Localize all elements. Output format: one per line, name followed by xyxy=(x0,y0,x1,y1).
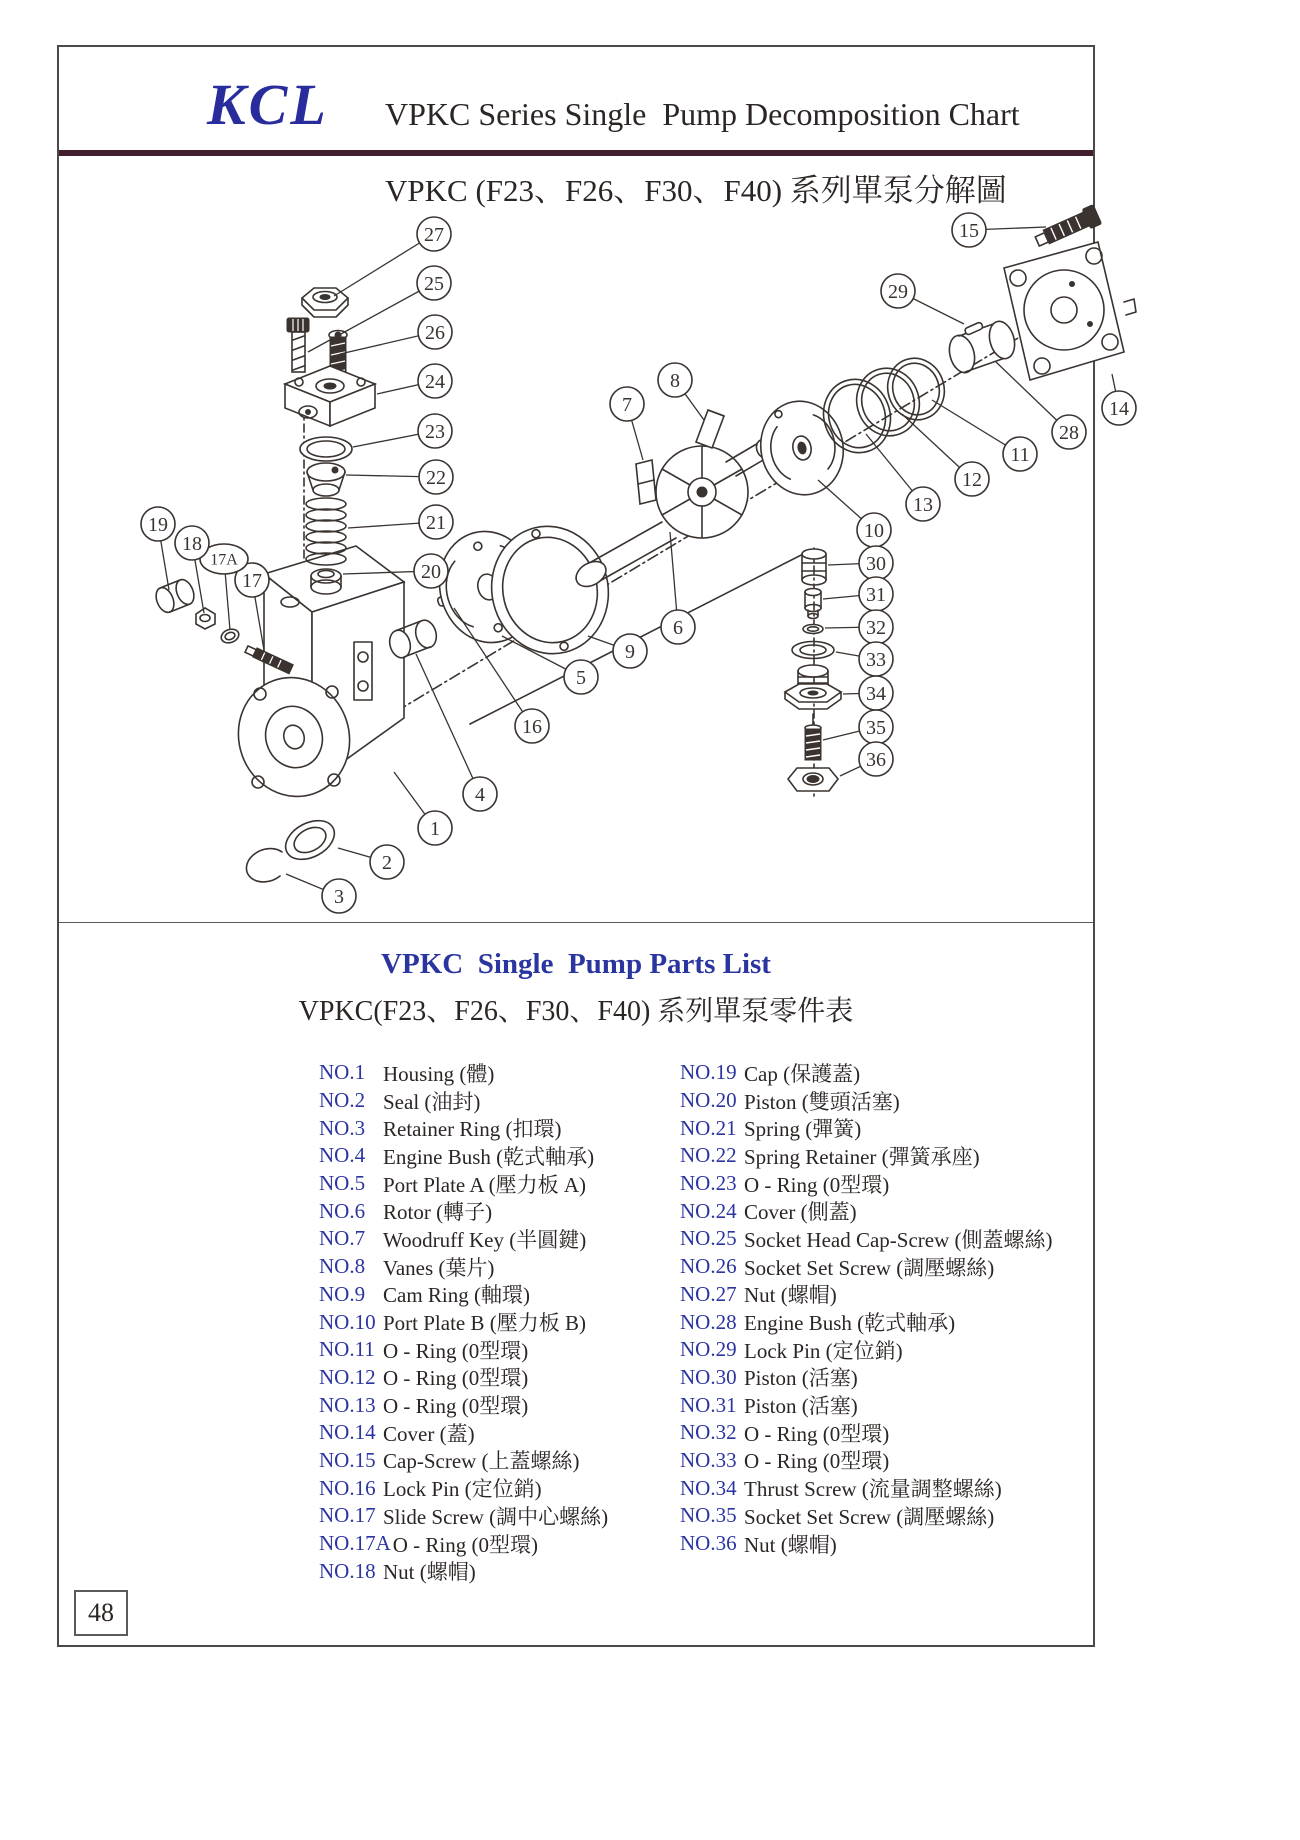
part-name: O - Ring (0型環) xyxy=(392,1532,538,1557)
parts-list-item xyxy=(319,1170,608,1198)
svg-text:23: 23 xyxy=(425,421,445,443)
parts-list-item xyxy=(680,1336,1053,1364)
callout-21 xyxy=(419,505,453,539)
svg-text:2: 2 xyxy=(382,852,392,874)
part-name: Vanes (葉片) xyxy=(383,1255,495,1280)
part-name: Spring Retainer (彈簧承座) xyxy=(744,1144,980,1169)
callout-10 xyxy=(857,513,891,547)
parts-list-title-english: VPKC Single Pump Parts List xyxy=(381,948,771,980)
parts-list-item xyxy=(319,1474,608,1502)
part-name: Piston (活塞) xyxy=(744,1366,858,1391)
callout-5 xyxy=(564,660,598,694)
callout-2 xyxy=(370,845,404,879)
callout-1 xyxy=(418,811,452,845)
part-number: NO.17 xyxy=(319,1503,376,1528)
svg-text:12: 12 xyxy=(962,469,982,491)
part-name: Port Plate B (壓力板 B) xyxy=(383,1311,586,1336)
callout-24 xyxy=(418,364,452,398)
parts-list-item xyxy=(680,1391,1053,1419)
part-name: Cam Ring (軸環) xyxy=(383,1283,530,1308)
part-name: Thrust Screw (流量調整螺絲) xyxy=(744,1477,1002,1502)
part-number: NO.18 xyxy=(319,1558,376,1583)
content-box xyxy=(57,45,1129,1647)
svg-text:3: 3 xyxy=(334,886,344,908)
svg-text:17A: 17A xyxy=(210,551,238,569)
part-name: O - Ring (0型環) xyxy=(744,1449,890,1474)
callout-23 xyxy=(418,414,452,448)
callout-28 xyxy=(1052,415,1086,449)
part-name: Retainer Ring (扣環) xyxy=(383,1117,562,1142)
svg-text:28: 28 xyxy=(1059,422,1079,444)
parts-list-item xyxy=(319,1142,608,1170)
part-name: Rotor (轉子) xyxy=(383,1200,493,1225)
part-number: NO.4 xyxy=(319,1143,366,1168)
callout-8 xyxy=(658,363,692,397)
parts-list-column-right xyxy=(680,1059,1053,1557)
header-title-english: VPKC Series Single Pump Decomposition Chart xyxy=(385,96,1020,133)
part-number: NO.32 xyxy=(680,1420,737,1445)
part-name: Slide Screw (調中心螺絲) xyxy=(383,1504,609,1529)
header-title-chinese: VPKC (F23、F26、F30、F40) 系列單泵分解圖 xyxy=(385,173,1007,209)
svg-text:22: 22 xyxy=(426,467,446,489)
parts-list-item xyxy=(319,1281,608,1309)
part-number: NO.31 xyxy=(680,1392,737,1417)
part-name: Nut (螺帽) xyxy=(744,1532,837,1557)
callout-16 xyxy=(515,709,549,743)
part-name: Nut (螺帽) xyxy=(744,1283,837,1308)
part-name: Piston (活塞) xyxy=(744,1394,858,1419)
callout-4 xyxy=(463,777,497,811)
part-number: NO.10 xyxy=(319,1309,376,1334)
svg-text:6: 6 xyxy=(673,617,683,639)
parts-list-item xyxy=(319,1447,608,1475)
svg-text:7: 7 xyxy=(622,394,632,416)
parts-list-item xyxy=(319,1336,608,1364)
callout-20 xyxy=(414,554,448,588)
callout-36 xyxy=(859,742,893,776)
part-name: Lock Pin (定位銷) xyxy=(744,1338,903,1363)
part-piston-31 xyxy=(805,589,821,619)
part-woodruff-key xyxy=(636,460,656,504)
part-number: NO.1 xyxy=(319,1060,366,1085)
svg-text:16: 16 xyxy=(522,716,542,738)
part-name: Engine Bush (乾式軸承) xyxy=(383,1144,595,1169)
part-name: Spring (彈簧) xyxy=(744,1117,862,1142)
parts-list-item xyxy=(319,1253,608,1281)
callout-31 xyxy=(859,577,893,611)
svg-text:21: 21 xyxy=(426,512,446,534)
part-number: NO.34 xyxy=(680,1475,737,1500)
parts-list-item xyxy=(319,1308,608,1336)
part-name: O - Ring (0型環) xyxy=(383,1394,529,1419)
parts-list-item xyxy=(680,1142,1053,1170)
part-seal xyxy=(279,813,341,867)
parts-list-item xyxy=(319,1087,608,1115)
part-number: NO.30 xyxy=(680,1364,737,1389)
part-name: Piston (雙頭活塞) xyxy=(744,1089,900,1114)
part-thrust-screw xyxy=(785,665,841,709)
part-number: NO.5 xyxy=(319,1171,366,1196)
callout-9 xyxy=(613,634,647,668)
part-number: NO.24 xyxy=(680,1198,737,1223)
parts-list-item xyxy=(319,1530,608,1558)
exploded-diagram xyxy=(59,157,1129,922)
part-o-ring-33 xyxy=(792,642,834,659)
part-o-ring-23 xyxy=(300,437,352,461)
part-number: NO.26 xyxy=(680,1254,737,1279)
parts-list-item xyxy=(680,1308,1053,1336)
callout-19 xyxy=(141,507,175,541)
callout-33 xyxy=(859,642,893,676)
svg-text:13: 13 xyxy=(913,494,933,516)
svg-text:8: 8 xyxy=(670,370,680,392)
part-number: NO.36 xyxy=(680,1531,737,1556)
parts-list-item xyxy=(680,1170,1053,1198)
part-name: O - Ring (0型環) xyxy=(383,1338,529,1363)
part-number: NO.13 xyxy=(319,1392,376,1417)
part-socket-set-screw-35 xyxy=(805,714,821,760)
parts-list-item xyxy=(319,1391,608,1419)
parts-list-item xyxy=(319,1059,608,1087)
part-number: NO.3 xyxy=(319,1115,366,1140)
part-number: NO.27 xyxy=(680,1281,737,1306)
parts-list-item xyxy=(680,1087,1053,1115)
part-number: NO.16 xyxy=(319,1475,376,1500)
part-number: NO.14 xyxy=(319,1420,376,1445)
part-number: NO.25 xyxy=(680,1226,737,1251)
svg-text:17: 17 xyxy=(242,570,262,592)
parts-list-item xyxy=(680,1474,1053,1502)
part-name: Seal (油封) xyxy=(383,1089,481,1114)
part-name: O - Ring (0型環) xyxy=(383,1366,529,1391)
parts-list-item xyxy=(680,1059,1053,1087)
part-nut-36 xyxy=(788,768,838,791)
part-number: NO.9 xyxy=(319,1281,366,1306)
callout-13 xyxy=(906,487,940,521)
svg-text:24: 24 xyxy=(425,371,445,393)
part-name: Cap-Screw (上蓋螺絲) xyxy=(383,1449,580,1474)
callout-27 xyxy=(417,217,451,251)
page-number-box xyxy=(74,1590,128,1636)
part-name: Socket Head Cap-Screw (側蓋螺絲) xyxy=(744,1227,1053,1252)
svg-text:14: 14 xyxy=(1109,398,1129,420)
svg-text:26: 26 xyxy=(425,322,445,344)
part-number: NO.6 xyxy=(319,1198,366,1223)
part-number: NO.8 xyxy=(319,1254,366,1279)
kcl-logo: KCL xyxy=(207,72,329,137)
page-number: 48 xyxy=(88,1598,114,1627)
parts-list-column-left xyxy=(319,1059,608,1585)
svg-text:9: 9 xyxy=(625,641,635,663)
svg-text:36: 36 xyxy=(866,749,886,771)
part-number: NO.7 xyxy=(319,1226,366,1251)
part-number: NO.21 xyxy=(680,1115,737,1140)
part-cap-19 xyxy=(153,577,198,615)
parts-list-item xyxy=(680,1197,1053,1225)
part-number: NO.19 xyxy=(680,1060,737,1085)
part-number: NO.22 xyxy=(680,1143,737,1168)
svg-text:4: 4 xyxy=(475,784,485,806)
part-number: NO.12 xyxy=(319,1364,376,1389)
callout-22 xyxy=(419,460,453,494)
part-nut-18 xyxy=(196,608,215,629)
parts-list-item xyxy=(680,1225,1053,1253)
parts-list-item xyxy=(319,1225,608,1253)
callout-11 xyxy=(1003,437,1037,471)
part-number: NO.15 xyxy=(319,1447,376,1472)
part-name: Port Plate A (壓力板 A) xyxy=(383,1172,586,1197)
part-name: Socket Set Screw (調壓螺絲) xyxy=(744,1255,995,1280)
parts-list-item xyxy=(319,1114,608,1142)
callout-7 xyxy=(610,387,644,421)
part-cover-14 xyxy=(1004,242,1136,380)
part-name: Cover (側蓋) xyxy=(744,1200,857,1225)
part-name: O - Ring (0型環) xyxy=(744,1172,890,1197)
parts-list-item xyxy=(680,1419,1053,1447)
svg-text:18: 18 xyxy=(182,533,202,555)
section-divider xyxy=(59,922,1093,923)
part-number: NO.17A xyxy=(319,1531,391,1556)
svg-text:25: 25 xyxy=(424,273,444,295)
parts-list-item xyxy=(319,1502,608,1530)
svg-text:1: 1 xyxy=(430,818,440,840)
parts-list-item xyxy=(680,1530,1053,1558)
callout-35 xyxy=(859,710,893,744)
part-name: Housing (體) xyxy=(383,1061,495,1086)
parts-list-item xyxy=(319,1419,608,1447)
part-retainer-ring xyxy=(246,849,282,882)
callout-18 xyxy=(175,526,209,560)
svg-text:27: 27 xyxy=(424,224,444,246)
svg-text:5: 5 xyxy=(576,667,586,689)
part-number: NO.28 xyxy=(680,1309,737,1334)
part-cover-24 xyxy=(285,366,375,426)
parts-list-item xyxy=(680,1253,1053,1281)
callout-12 xyxy=(955,462,989,496)
part-name: Nut (螺帽) xyxy=(383,1560,476,1585)
parts-list-item xyxy=(680,1447,1053,1475)
parts-list-item xyxy=(680,1502,1053,1530)
callout-30 xyxy=(859,546,893,580)
svg-text:31: 31 xyxy=(866,584,886,606)
parts-list-title-chinese: VPKC(F23、F26、F30、F40) 系列單泵零件表 xyxy=(298,996,854,1027)
part-number: NO.20 xyxy=(680,1088,737,1113)
part-spring-retainer xyxy=(307,463,345,496)
parts-list-item xyxy=(680,1281,1053,1309)
callout-3 xyxy=(322,879,356,913)
part-number: NO.29 xyxy=(680,1337,737,1362)
part-name: Engine Bush (乾式軸承) xyxy=(744,1311,956,1336)
callout-29 xyxy=(881,274,915,308)
part-number: NO.23 xyxy=(680,1171,737,1196)
part-name: Lock Pin (定位銷) xyxy=(383,1477,542,1502)
part-rotor-shaft xyxy=(572,436,777,591)
parts-list-item xyxy=(319,1364,608,1392)
part-name: O - Ring (0型環) xyxy=(744,1421,890,1446)
callout-6 xyxy=(661,610,695,644)
callout-26 xyxy=(418,315,452,349)
part-name: Cover (蓋) xyxy=(383,1421,475,1446)
part-number: NO.2 xyxy=(319,1088,366,1113)
svg-text:33: 33 xyxy=(866,649,886,671)
callout-14 xyxy=(1102,391,1136,425)
callout-34 xyxy=(859,676,893,710)
parts-list-item xyxy=(680,1114,1053,1142)
part-number: NO.33 xyxy=(680,1447,737,1472)
part-port-plate-b xyxy=(752,394,852,503)
page-header xyxy=(59,47,1093,209)
parts-list-item xyxy=(319,1557,608,1585)
part-o-ring-32 xyxy=(803,625,823,634)
parts-list-item xyxy=(319,1197,608,1225)
svg-text:30: 30 xyxy=(866,553,886,575)
callout-25 xyxy=(417,266,451,300)
header-rule xyxy=(59,150,1093,156)
svg-text:15: 15 xyxy=(959,220,979,242)
svg-text:11: 11 xyxy=(1010,444,1030,466)
svg-text:20: 20 xyxy=(421,561,441,583)
svg-text:19: 19 xyxy=(148,514,168,536)
svg-text:35: 35 xyxy=(866,717,886,739)
svg-text:32: 32 xyxy=(866,617,886,639)
part-name: Woodruff Key (半圓鍵) xyxy=(383,1227,587,1252)
part-socket-head-cap-screw xyxy=(287,318,309,372)
part-name: Socket Set Screw (調壓螺絲) xyxy=(744,1504,995,1529)
svg-text:29: 29 xyxy=(888,281,908,303)
part-lock-pin-29 xyxy=(964,322,983,336)
parts-list-item xyxy=(680,1364,1053,1392)
part-number: NO.35 xyxy=(680,1503,737,1528)
svg-text:34: 34 xyxy=(866,683,886,705)
svg-text:10: 10 xyxy=(864,520,884,542)
part-o-ring-12 xyxy=(848,360,928,444)
part-number: NO.11 xyxy=(319,1337,375,1362)
part-name: Cap (保護蓋) xyxy=(744,1061,861,1086)
callout-15 xyxy=(952,213,986,247)
callout-32 xyxy=(859,610,893,644)
